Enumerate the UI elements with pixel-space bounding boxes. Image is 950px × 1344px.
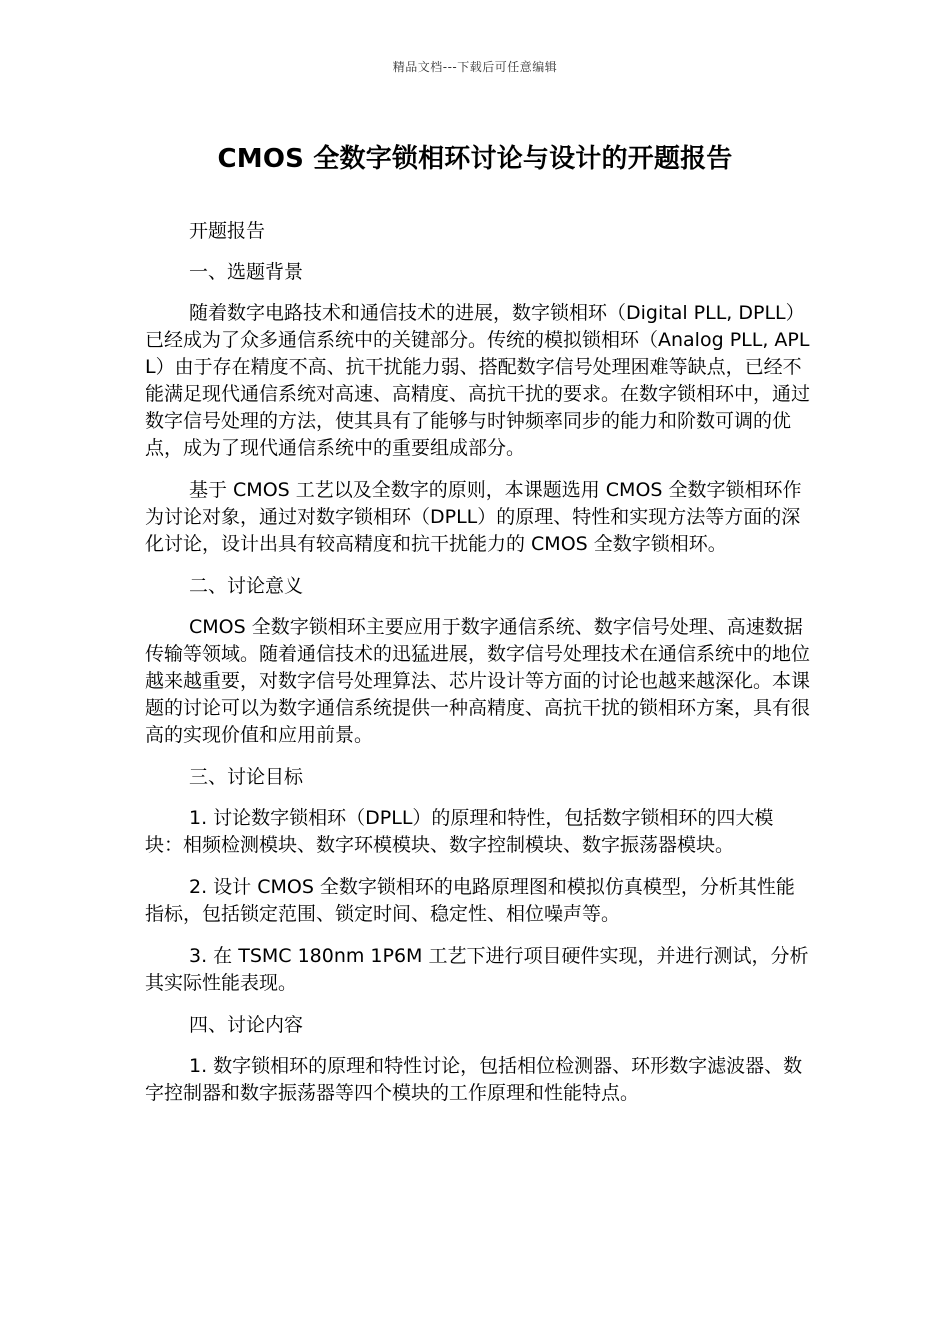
section-heading-significance: 二、讨论意义 [189, 575, 304, 597]
paragraph-significance: CMOS 全数字锁相环主要应用于数字通信系统、数字信号处理、高速数据传输等领域。随着通信技术的迅猛进展，数字信号处理技术在通信系统中的地位越来越重要，对数字信号处理算法、芯片设计等方面的讨论也越来越深化。本课题的讨论可以为数字通信系统提供一种高精度、高抗干扰的锁相环方案，具有很高的实现价值和应用前景。 [145, 616, 811, 746]
section-heading-content: 四、讨论内容 [189, 1014, 304, 1036]
page-header-note: 精品文档---下载后可任意编辑 [392, 60, 558, 74]
paragraph-background-2: 基于 CMOS 工艺以及全数字的原则，本课题选用 CMOS 全数字锁相环作为讨论对象，通过对数字锁相环（DPLL）的原理、特性和实现方法等方面的深化讨论，设计出具有较高精度和抗干扰能力的 CMOS 全数字锁相环。 [145, 479, 802, 555]
section-label-proposal: 开题报告 [189, 220, 266, 242]
objective-item-1: 1. 讨论数字锁相环（DPLL）的原理和特性，包括数字锁相环的四大模块：相频检测模块、数字环模模块、数字控制模块、数字振荡器模块。 [145, 807, 774, 856]
section-heading-background: 一、选题背景 [189, 261, 304, 283]
paragraph-background-1: 随着数字电路技术和通信技术的进展，数字锁相环（Digital PLL, DPLL）已经成为了众多通信系统中的关键部分。传统的模拟锁相环（Analog PLL, APLL）由于存在精度不高、抗干扰能力弱、搭配数字信号处理困难等缺点，已经不能满足现代通信系统对高速、高精度、高抗干扰的要求。在数字锁相环中，通过数字信号处理的方法，使其具有了能够与时钟频率同步的能力和阶数可调的优点，成为了现代通信系统中的重要组成部分。 [145, 302, 811, 459]
document-title: CMOS 全数字锁相环讨论与设计的开题报告 [217, 144, 733, 174]
objective-item-2: 2. 设计 CMOS 全数字锁相环的电路原理图和模拟仿真模型，分析其性能指标，包括锁定范围、锁定时间、稳定性、相位噪声等。 [145, 876, 795, 925]
document-body [145, 218, 811, 1122]
objective-item-3: 3. 在 TSMC 180nm 1P6M 工艺下进行项目硬件实现，并进行测试，分析其实际性能表现。 [145, 945, 809, 994]
content-item-1: 1. 数字锁相环的原理和特性讨论，包括相位检测器、环形数字滤波器、数字控制器和数字振荡器等四个模块的工作原理和性能特点。 [145, 1055, 803, 1104]
section-heading-objectives: 三、讨论目标 [189, 766, 304, 788]
